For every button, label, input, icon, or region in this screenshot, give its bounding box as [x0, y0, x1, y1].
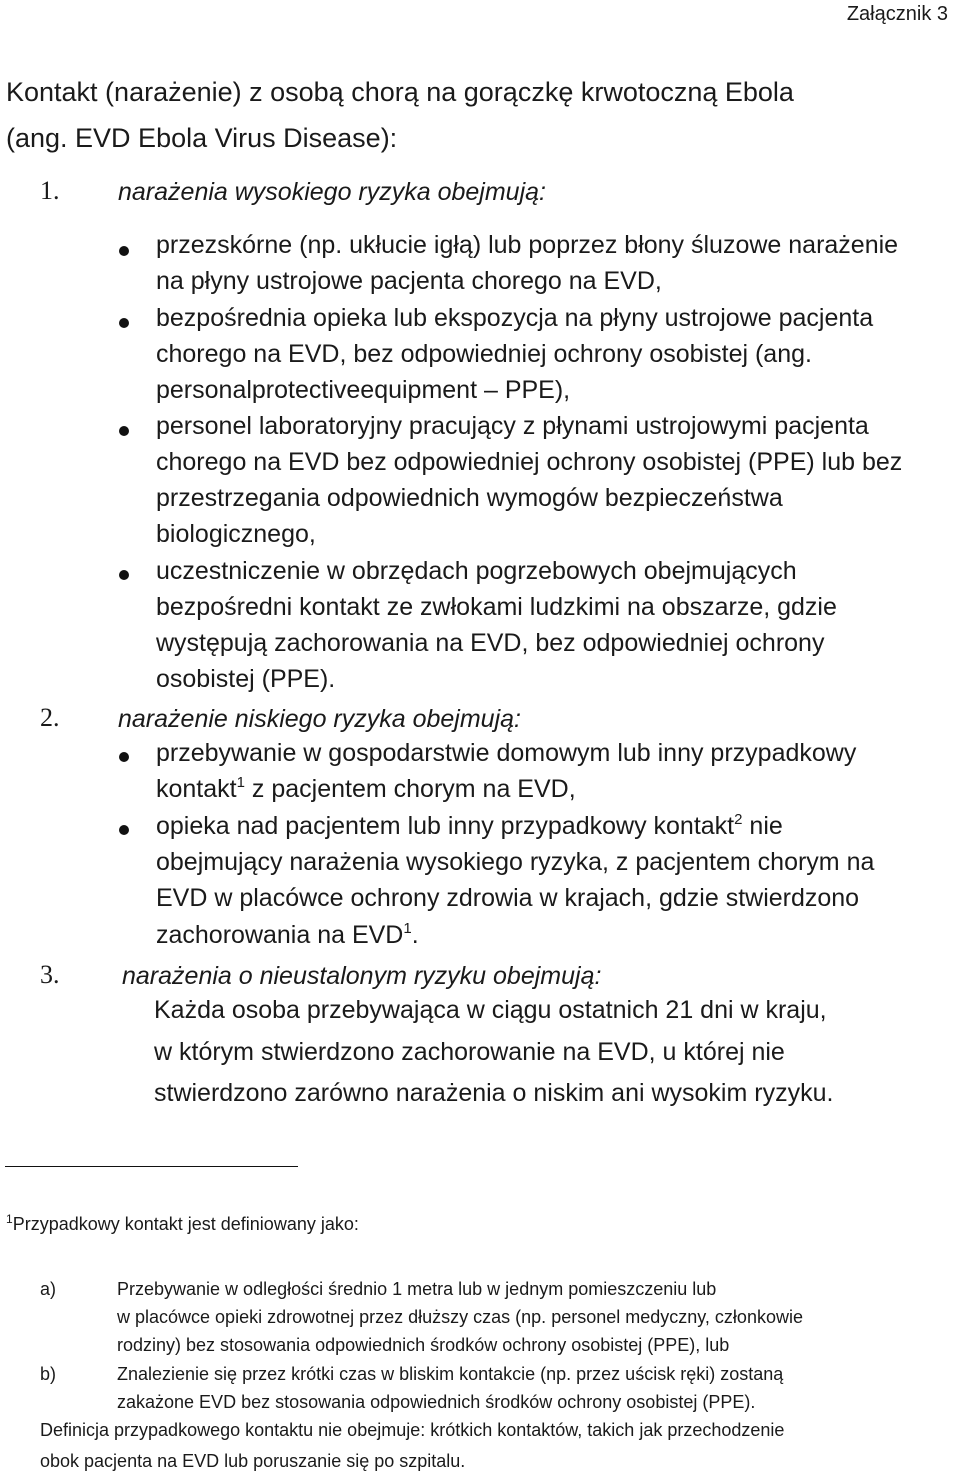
list-item-line: osobistej (PPE).: [156, 665, 336, 693]
footnote-item-label: a): [40, 1279, 57, 1299]
document-title-line-2: (ang. EVD Ebola Virus Disease):: [6, 123, 398, 153]
footnote-intro: $^1$Przypadkowy kontakt jest definiowany jako:: [6, 1212, 359, 1234]
list-item-line: obejmujący narażenia wysokiego ryzyka, z pacjentem chorym na: [156, 848, 875, 876]
footnote-ref: 1: [236, 774, 245, 791]
bullet-icon: [119, 318, 129, 328]
section-heading: narażenia o nieustalonym ryzyku obejmują:: [122, 962, 602, 990]
list-item-line: bezpośrednia opieka lub ekspozycja na płyny ustrojowe pacjenta: [156, 304, 874, 332]
list-item-line: personel laboratoryjny pracujący z płynami ustrojowymi pacjenta: [156, 412, 869, 440]
list-item-line: przebywanie w gospodarstwie domowym lub inny przypadkowy: [156, 739, 857, 767]
bullet-icon: [119, 570, 129, 580]
section-number: 3.: [40, 960, 60, 989]
footnote-item-label: b): [40, 1364, 57, 1384]
bullet-icon: [119, 825, 129, 835]
list-item-line: zachorowania na EVD$^1$.: [156, 920, 419, 949]
list-item-line: uczestniczenie w obrzędach pogrzebowych obejmujących: [156, 557, 797, 585]
annex-label: Załącznik 3: [846, 3, 948, 25]
list-item-line: EVD w placówce ochrony zdrowia w krajach, gdzie stwierdzono: [156, 884, 860, 912]
list-item-line: chorego na EVD, bez odpowiedniej ochrony osobistej (ang.: [156, 340, 812, 368]
paragraph-line: stwierdzono zarówno narażenia o niskim ani wysokim ryzyku.: [154, 1079, 834, 1107]
footnote-item-line: rodziny) bez stosowania odpowiednich środków ochrony osobistej (PPE), lub: [117, 1335, 730, 1355]
section-number: 1.: [40, 176, 60, 205]
bullet-icon: [119, 246, 129, 256]
paragraph-line: Każda osoba przebywająca w ciągu ostatnich 21 dni w kraju,: [154, 996, 827, 1024]
paragraph-line: w którym stwierdzono zachorowanie na EVD, u której nie: [154, 1038, 785, 1066]
footnote-ref: 1: [403, 920, 412, 937]
list-item-line: biologicznego,: [156, 520, 316, 548]
document-title-line-1: Kontakt (narażenie) z osobą chorą na gorączkę krwotoczną Ebola: [6, 77, 794, 107]
footnote-closing-line: Definicja przypadkowego kontaktu nie obejmuje: krótkich kontaktów, takich jak przechodzenie: [40, 1420, 785, 1440]
footnote-separator: [5, 1166, 298, 1167]
list-item-line: przestrzegania odpowiednich wymogów bezpieczeństwa: [156, 484, 783, 512]
list-item-line: bezpośredni kontakt ze zwłokami ludzkimi na obszarze, gdzie: [156, 593, 837, 621]
list-item-line: chorego na EVD bez odpowiedniej ochrony osobistej (PPE) lub bez: [156, 448, 903, 476]
footnote-closing-line: obok pacjenta na EVD lub poruszanie się po szpitalu.: [40, 1451, 466, 1471]
footnote-item-line: Przebywanie w odległości średnio 1 metra lub w jednym pomieszczeniu lub: [117, 1279, 717, 1299]
footnote-item-line: Znalezienie się przez krótki czas w bliskim kontakcie (np. przez uścisk ręki) zostaną: [117, 1364, 784, 1384]
footnote-ref: 2: [734, 811, 743, 828]
list-item-line: opieka nad pacjentem lub inny przypadkowy kontakt$^2$ nie: [156, 811, 783, 840]
section-heading: narażenie niskiego ryzyka obejmują:: [118, 705, 521, 733]
footnote-item-line: zakażone EVD bez stosowania odpowiednich środków ochrony osobistej (PPE).: [117, 1392, 756, 1412]
list-item-line: na płyny ustrojowe pacjenta chorego na EVD,: [156, 267, 662, 295]
list-item-line: występują zachorowania na EVD, bez odpowiedniej ochrony: [156, 629, 825, 657]
section-heading: narażenia wysokiego ryzyka obejmują:: [118, 178, 546, 206]
footnote-item-line: w placówce opieki zdrowotnej przez dłuższy czas (np. personel medyczny, członkowie: [117, 1307, 803, 1327]
footnote-mark: 1: [6, 1212, 13, 1226]
section-number: 2.: [40, 703, 60, 732]
bullet-icon: [119, 426, 129, 436]
list-item-line: personalprotectiveequipment – PPE),: [156, 376, 571, 404]
list-item-line: kontakt$^1$ z pacjentem chorym na EVD,: [156, 774, 576, 803]
bullet-icon: [119, 752, 129, 762]
list-item-line: przezskórne (np. ukłucie igłą) lub poprzez błony śluzowe narażenie: [156, 231, 899, 259]
